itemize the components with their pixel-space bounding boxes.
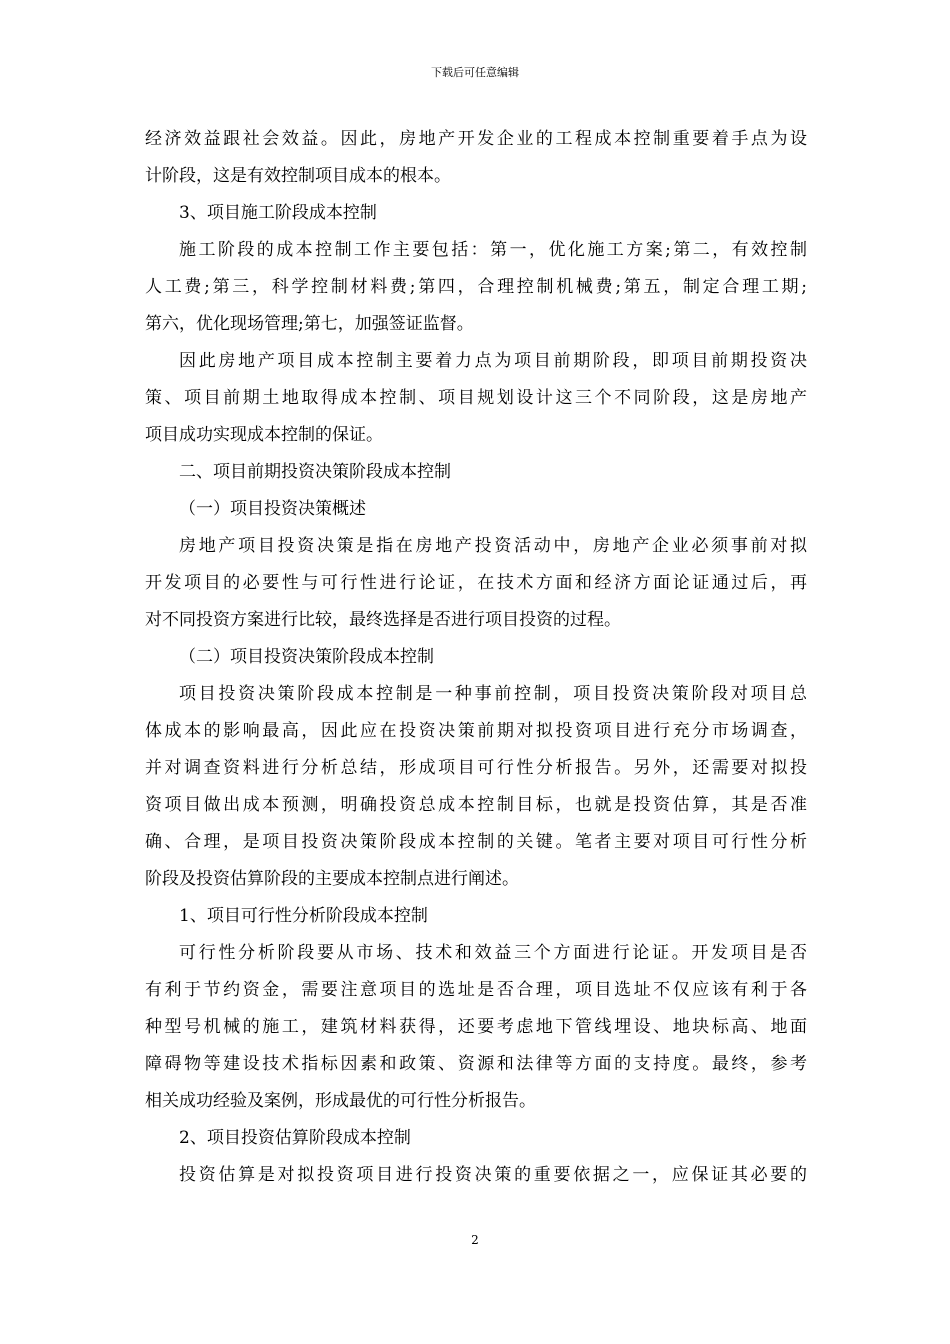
- paragraph-line: 可行性分析阶段要从市场、技术和效益三个方面进行论证。开发项目是否: [179, 943, 807, 963]
- paragraph-line: 投资估算是对拟投资项目进行投资决策的重要依据之一，应保证其必要的: [179, 1165, 807, 1185]
- section-heading: 二、项目前期投资决策阶段成本控制: [179, 462, 451, 482]
- paragraph-line: 第六，优化现场管理;第七，加强签证监督。: [145, 314, 474, 334]
- paragraph-line: 施工阶段的成本控制工作主要包括：第一，优化施工方案;第二，有效控制: [179, 240, 807, 260]
- paragraph-line: 障碍物等建设技术指标因素和政策、资源和法律等方面的支持度。最终，参考: [145, 1054, 807, 1074]
- section-heading: 1、项目可行性分析阶段成本控制: [179, 906, 428, 926]
- paragraph-line: 人工费;第三，科学控制材料费;第四，合理控制机械费;第五，制定合理工期;: [145, 277, 807, 297]
- paragraph-line: 计阶段，这是有效控制项目成本的根本。: [145, 166, 451, 186]
- page-header: 下载后可任意编辑: [431, 66, 519, 79]
- page-number: 2: [471, 1233, 479, 1247]
- paragraph-line: 房地产项目投资决策是指在房地产投资活动中，房地产企业必须事前对拟: [179, 536, 807, 556]
- paragraph-line: 因此房地产项目成本控制主要着力点为项目前期阶段，即项目前期投资决: [179, 351, 807, 371]
- paragraph-line: 资项目做出成本预测，明确投资总成本控制目标，也就是投资估算，其是否准: [145, 795, 807, 815]
- paragraph-line: 体成本的影响最高，因此应在投资决策前期对拟投资项目进行充分市场调查，: [145, 721, 807, 741]
- paragraph-line: 确、合理，是项目投资决策阶段成本控制的关键。笔者主要对项目可行性分析: [145, 832, 807, 852]
- paragraph-line: 有利于节约资金，需要注意项目的选址是否合理，项目选址不仅应该有利于各: [145, 980, 807, 1000]
- paragraph-line: 种型号机械的施工，建筑材料获得，还要考虑地下管线埋设、地块标高、地面: [145, 1017, 807, 1037]
- section-heading: 3、项目施工阶段成本控制: [179, 203, 377, 223]
- paragraph-line: 对不同投资方案进行比较，最终选择是否进行项目投资的过程。: [145, 610, 621, 630]
- paragraph-line: 阶段及投资估算阶段的主要成本控制点进行阐述。: [145, 869, 519, 889]
- document-body: [145, 126, 807, 1199]
- paragraph-line: 开发项目的必要性与可行性进行论证，在技术方面和经济方面论证通过后，再: [145, 573, 807, 593]
- section-heading: （二）项目投资决策阶段成本控制: [179, 647, 434, 667]
- paragraph-line: 项目成功实现成本控制的保证。: [145, 425, 383, 445]
- paragraph-line: 项目投资决策阶段成本控制是一种事前控制，项目投资决策阶段对项目总: [179, 684, 807, 704]
- section-heading: （一）项目投资决策概述: [179, 499, 366, 519]
- section-heading: 2、项目投资估算阶段成本控制: [179, 1128, 411, 1148]
- paragraph-line: 策、项目前期土地取得成本控制、项目规划设计这三个不同阶段，这是房地产: [145, 388, 807, 408]
- paragraph-line: 并对调查资料进行分析总结，形成项目可行性分析报告。另外，还需要对拟投: [145, 758, 807, 778]
- paragraph-line: 经济效益跟社会效益。因此，房地产开发企业的工程成本控制重要着手点为设: [145, 129, 807, 149]
- paragraph-line: 相关成功经验及案例，形成最优的可行性分析报告。: [145, 1091, 536, 1111]
